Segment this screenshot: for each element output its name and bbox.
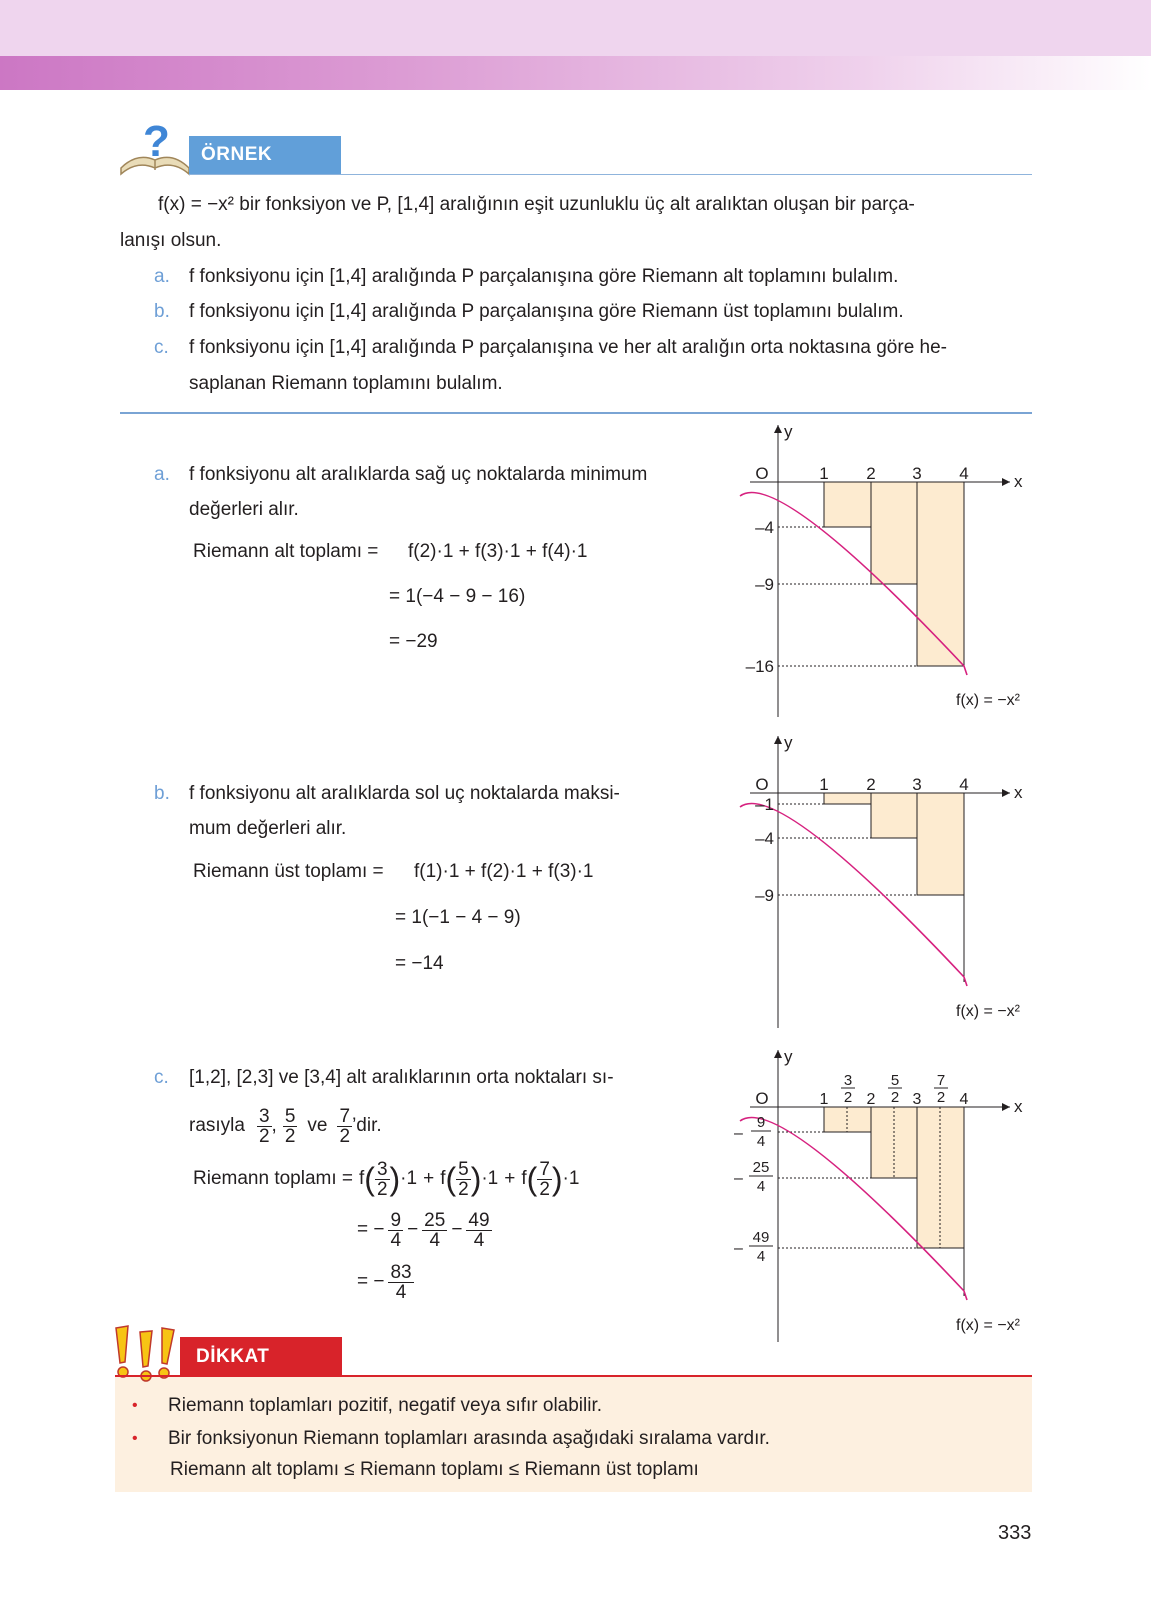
graph-a-y-arrow bbox=[774, 425, 782, 433]
graph-b-y-arrow bbox=[774, 736, 782, 744]
graph-c-func-label: f(x) = −x² bbox=[956, 1317, 1021, 1334]
frac-49-4: $\frac{49}{4}$ bbox=[468, 1209, 490, 1251]
graph-b-xtick-4: 4 bbox=[959, 775, 969, 794]
graph-c-ytick-3-den: 4 bbox=[756, 1248, 766, 1265]
graph-a-x-label: x bbox=[1014, 472, 1023, 491]
solution-c-eq1-left: Riemann toplamı = bbox=[193, 1168, 353, 1189]
solution-c-eq3 bbox=[357, 1259, 414, 1305]
graph-c-ytick-1-num: 9 bbox=[756, 1114, 766, 1131]
comma: , bbox=[271, 1115, 277, 1136]
graph-c-y-label: y bbox=[784, 1050, 793, 1066]
item-a-label: a. bbox=[154, 266, 170, 287]
graph-b-xtick-2: 2 bbox=[866, 775, 876, 794]
graph-a-origin: O bbox=[755, 464, 769, 483]
solution-c-eq2 bbox=[357, 1207, 492, 1253]
frac-3-2: $\frac{3}{2}$ bbox=[258, 1105, 270, 1147]
example-intro-line1: f(x) = −x² bir fonksiyon ve P, [1,4] aralığının eşit uzunluklu üç alt aralıktan oluşan bir parça- bbox=[158, 194, 915, 215]
graph-a-xtick-4: 4 bbox=[959, 464, 969, 483]
solution-a-label: a. bbox=[154, 464, 170, 485]
graph-c-halftick-3-num: 7 bbox=[936, 1072, 946, 1089]
solution-a-line2: değerleri alır. bbox=[189, 499, 299, 520]
item-c-text-cont: saplanan Riemann toplamını bulalım. bbox=[189, 373, 503, 394]
solution-c-line1: [1,2], [2,3] ve [3,4] alt aralıklarının orta noktaları sı- bbox=[189, 1067, 614, 1088]
graph-c-xtick-3: 3 bbox=[912, 1091, 922, 1108]
graph-a-func-label: f(x) = −x² bbox=[956, 692, 1021, 709]
graph-a-ytick-1: –4 bbox=[755, 518, 774, 537]
graph-b-func-label: f(x) = −x² bbox=[956, 1003, 1021, 1020]
graph-b-y-label: y bbox=[784, 736, 793, 752]
solution-b-eq1-right: f(1)·1 + f(2)·1 + f(3)·1 bbox=[414, 861, 594, 882]
times-one: ·1 bbox=[562, 1168, 580, 1189]
item-c-text: f fonksiyonu için [1,4] aralığında P parçalanışına ve her alt aralığın orta noktasına göre he- bbox=[189, 337, 947, 358]
graph-b-origin: O bbox=[755, 775, 769, 794]
graph-c-ytick-3-num: 49 bbox=[752, 1229, 770, 1246]
graph-a-ytick-3: –16 bbox=[745, 657, 774, 676]
solution-a-eq1-right: f(2)·1 + f(3)·1 + f(4)·1 bbox=[408, 541, 588, 562]
equals-minus: = − bbox=[357, 1219, 385, 1240]
graph-a-xtick-3: 3 bbox=[912, 464, 922, 483]
graph-c-x-arrow bbox=[1002, 1103, 1010, 1111]
graph-b-rect-1 bbox=[824, 793, 871, 804]
solution-c-line2 bbox=[189, 1103, 382, 1149]
graph-a bbox=[720, 425, 1040, 725]
frac-83-4: $\frac{83}{4}$ bbox=[390, 1261, 412, 1303]
frac-9-4: $\frac{9}{4}$ bbox=[390, 1209, 402, 1251]
graph-c-ytick-2-den: 4 bbox=[756, 1178, 766, 1195]
section-separator bbox=[120, 412, 1032, 414]
graph-b-x-label: x bbox=[1014, 783, 1023, 802]
example-title: ÖRNEK bbox=[201, 144, 273, 165]
f-symbol: f bbox=[440, 1168, 446, 1189]
graph-c-halftick-1-num: 3 bbox=[843, 1072, 853, 1089]
graph-c-ytick-3-minus: – bbox=[734, 1240, 743, 1257]
solution-c-label: c. bbox=[154, 1067, 169, 1088]
frac-3-2-b: $\frac{3}{2}$ bbox=[376, 1158, 388, 1200]
graph-c-xtick-4: 4 bbox=[959, 1091, 969, 1108]
dikkat-bullet-1: Riemann toplamları pozitif, negatif veya sıfır olabilir. bbox=[168, 1395, 603, 1416]
graph-a-xtick-1: 1 bbox=[819, 464, 829, 483]
question-mark-glyph: ? bbox=[143, 117, 170, 166]
graph-b-rect-2 bbox=[871, 793, 917, 838]
graph-b-xtick-3: 3 bbox=[912, 775, 922, 794]
solution-c-line2-post: ’dir. bbox=[352, 1115, 382, 1136]
solution-c-eq1: Riemann toplamı = f ( $\frac{3}{2}$ ) ·1 + f ( $\frac{5}{2}$ ) ·1 + f ( $\frac{7}{2}$ ) ·1 bbox=[193, 1158, 580, 1200]
solution-c-line2-pre: rasıyla bbox=[189, 1115, 245, 1136]
graph-a-rect-3 bbox=[917, 482, 964, 666]
solution-b-line2: mum değerleri alır. bbox=[189, 818, 347, 839]
solution-a-eq3: = −29 bbox=[389, 631, 438, 652]
graph-c-origin: O bbox=[755, 1089, 769, 1108]
graph-a-rect-2 bbox=[871, 482, 917, 584]
dikkat-underline bbox=[115, 1375, 1032, 1377]
example-intro-line2: lanışı olsun. bbox=[120, 230, 222, 251]
graph-c-halftick-1-den: 2 bbox=[843, 1089, 853, 1106]
header-gradient-band bbox=[0, 56, 1151, 90]
graph-c-x-label: x bbox=[1014, 1097, 1023, 1116]
graph-a-xtick-2: 2 bbox=[866, 464, 876, 483]
frac-5-2-b: $\frac{5}{2}$ bbox=[458, 1158, 469, 1200]
plus: + bbox=[423, 1168, 435, 1189]
dikkat-title: DİKKAT bbox=[196, 1346, 270, 1367]
graph-b-xtick-1: 1 bbox=[819, 775, 829, 794]
solution-c-line2-mid: ve bbox=[307, 1115, 328, 1136]
graph-c-y-arrow bbox=[774, 1050, 782, 1058]
graph-b-ytick-2: –4 bbox=[755, 829, 774, 848]
graph-c-ytick-1-den: 4 bbox=[756, 1133, 766, 1150]
solution-b-eq2: = 1(−1 − 4 − 9) bbox=[395, 907, 521, 928]
plus: + bbox=[504, 1168, 516, 1189]
solution-a-line1: f fonksiyonu alt aralıklarda sağ uç noktalarda minimum bbox=[189, 464, 648, 485]
solution-a-eq2: = 1(−4 − 9 − 16) bbox=[389, 586, 526, 607]
graph-b bbox=[720, 736, 1040, 1036]
item-c-label: c. bbox=[154, 337, 169, 358]
times-one: ·1 bbox=[481, 1168, 499, 1189]
solution-b-eq1-left: Riemann üst toplamı = bbox=[193, 861, 384, 882]
item-b-text: f fonksiyonu için [1,4] aralığında P parçalanışına göre Riemann üst toplamını bulalım. bbox=[189, 301, 904, 322]
dikkat-bullet-1-marker: • bbox=[132, 1397, 138, 1414]
solution-b-eq3: = −14 bbox=[395, 953, 444, 974]
graph-c-halftick-3-den: 2 bbox=[936, 1089, 946, 1106]
f-symbol: f bbox=[521, 1168, 527, 1189]
graph-c-xtick-1: 1 bbox=[819, 1091, 829, 1108]
frac-7-2: $\frac{7}{2}$ bbox=[339, 1105, 351, 1147]
graph-c-halftick-2-num: 5 bbox=[890, 1072, 900, 1089]
graph-c-ytick-2-num: 25 bbox=[752, 1159, 770, 1176]
page-number: 333 bbox=[998, 1522, 1032, 1544]
solution-a-eq1-left: Riemann alt toplamı = bbox=[193, 541, 379, 562]
frac-7-2-b: $\frac{7}{2}$ bbox=[539, 1158, 550, 1200]
graph-c-ytick-1-minus: – bbox=[734, 1125, 743, 1142]
frac-25-4: $\frac{25}{4}$ bbox=[424, 1209, 446, 1251]
graph-b-ytick-3: –9 bbox=[755, 886, 774, 905]
graph-b-rect-3 bbox=[917, 793, 964, 895]
equals-minus: = − bbox=[357, 1271, 385, 1292]
dikkat-bullet-2-marker: • bbox=[132, 1430, 138, 1447]
graph-a-ytick-2: –9 bbox=[755, 575, 774, 594]
minus: − bbox=[407, 1219, 419, 1240]
graph-a-rect-1 bbox=[824, 482, 871, 527]
dikkat-bullet-2: Bir fonksiyonun Riemann toplamları arasında aşağıdaki sıralama vardır. bbox=[168, 1428, 770, 1449]
solution-b-line1: f fonksiyonu alt aralıklarda sol uç noktalarda maksi- bbox=[189, 783, 620, 804]
solution-b-label: b. bbox=[154, 783, 170, 804]
f-symbol: f bbox=[359, 1168, 365, 1189]
graph-c bbox=[720, 1050, 1040, 1350]
graph-a-y-label: y bbox=[784, 425, 793, 441]
graph-b-x-arrow bbox=[1002, 789, 1010, 797]
item-b-label: b. bbox=[154, 301, 170, 322]
open-book-question-icon bbox=[115, 112, 195, 178]
graph-b-ytick-1: –1 bbox=[755, 795, 774, 814]
minus: − bbox=[451, 1219, 463, 1240]
header-band bbox=[0, 0, 1151, 56]
graph-a-x-arrow bbox=[1002, 478, 1010, 486]
frac-5-2: $\frac{5}{2}$ bbox=[284, 1105, 296, 1147]
graph-c-halftick-2-den: 2 bbox=[890, 1089, 900, 1106]
example-underline bbox=[189, 174, 1032, 175]
dikkat-inequality: Riemann alt toplamı ≤ Riemann toplamı ≤ Riemann üst toplamı bbox=[170, 1459, 699, 1480]
graph-c-xtick-2: 2 bbox=[866, 1091, 876, 1108]
item-a-text: f fonksiyonu için [1,4] aralığında P parçalanışına göre Riemann alt toplamını bulalım. bbox=[189, 266, 899, 287]
times-one: ·1 bbox=[400, 1168, 418, 1189]
graph-c-ytick-2-minus: – bbox=[734, 1170, 743, 1187]
